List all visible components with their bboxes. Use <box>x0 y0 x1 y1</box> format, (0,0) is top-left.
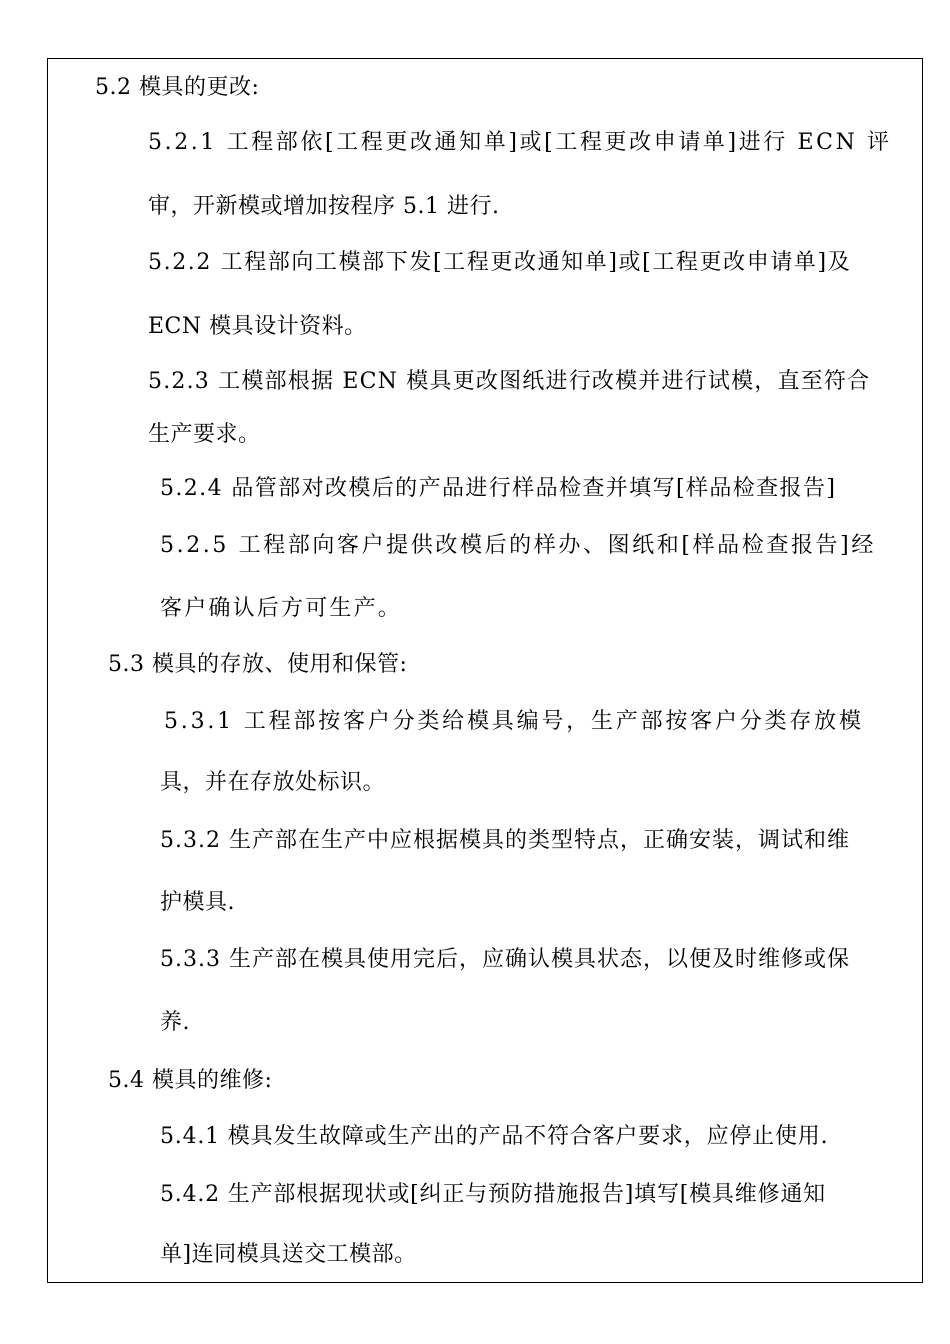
paragraph-5-2-3-line-1: 5.2.3 工模部根据 ECN 模具更改图纸进行改模并进行试模，直至符合 <box>148 369 871 394</box>
paragraph-5-2-2-line-1: 5.2.2 工程部向工模部下发[工程更改通知单]或[工程更改申请单]及 <box>148 250 852 275</box>
paragraph-5-2-1-line-2: 审，开新模或增加按程序 5.1 进行. <box>148 194 500 219</box>
section-heading-5-4: 5.4 模具的维修: <box>108 1068 273 1093</box>
paragraph-5-2-2-line-2: ECN 模具设计资料。 <box>148 314 367 339</box>
paragraph-5-3-2-line-1: 5.3.2 生产部在生产中应根据模具的类型特点，正确安装，调试和维 <box>160 828 850 853</box>
paragraph-5-2-5-line-1: 5.2.5 工程部向客户提供改模后的样办、图纸和[样品检查报告]经 <box>160 533 876 558</box>
paragraph-5-3-1-line-2: 具，并在存放处标识。 <box>160 770 386 795</box>
paragraph-5-2-1-line-1: 5.2.1 工程部依[工程更改通知单]或[工程更改申请单]进行 ECN 评 <box>148 130 892 155</box>
paragraph-5-4-1: 5.4.1 模具发生故障或生产出的产品不符合客户要求，应停止使用. <box>160 1124 829 1149</box>
paragraph-5-2-3-line-2: 生产要求。 <box>148 422 261 447</box>
paragraph-5-2-5-line-2: 客户确认后方可生产。 <box>160 596 403 621</box>
paragraph-5-3-3-line-2: 养. <box>160 1010 190 1035</box>
paragraph-5-3-2-line-2: 护模具. <box>160 890 235 915</box>
paragraph-5-3-1-line-1: 5.3.1 工程部按客户分类给模具编号，生产部按客户分类存放模 <box>164 709 864 734</box>
paragraph-5-4-2-line-2: 单]连同模具送交工模部。 <box>160 1242 417 1267</box>
section-heading-5-2: 5.2 模具的更改: <box>95 75 260 100</box>
section-heading-5-3: 5.3 模具的存放、使用和保管: <box>108 652 408 677</box>
paragraph-5-3-3-line-1: 5.3.3 生产部在模具使用完后，应确认模具状态，以便及时维修或保 <box>160 947 850 972</box>
paragraph-5-4-2-line-1: 5.4.2 生产部根据现状或[纠正与预防措施报告]填写[模具维修通知 <box>160 1182 826 1207</box>
paragraph-5-2-4: 5.2.4 品管部对改模后的产品进行样品检查并填写[样品检查报告] <box>160 476 837 501</box>
